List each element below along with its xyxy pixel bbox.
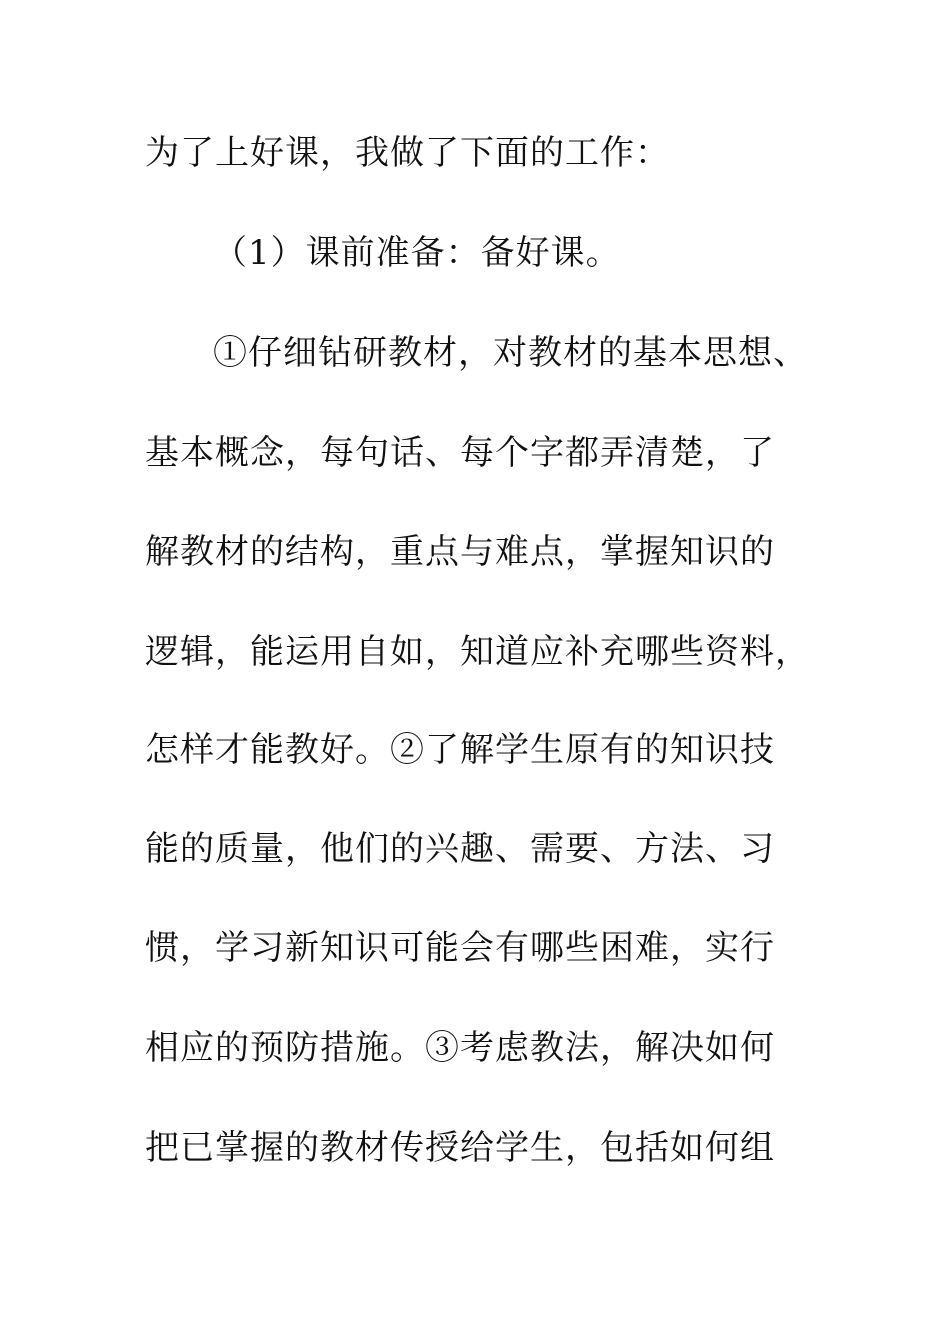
text-line-9: 惯，学习新知识可能会有哪些困难，实行 [145,928,775,968]
text-line-10: 相应的预防措施。③考虑教法，解决如何 [145,1028,775,1068]
text-line-11: 把已掌握的教材传授给学生，包括如何组 [145,1128,775,1168]
text-line-8: 能的质量，他们的兴趣、需要、方法、习 [145,829,775,869]
text-line-5: 解教材的结构，重点与难点，掌握知识的 [145,532,775,572]
text-line-1: 为了上好课，我做了下面的工作： [145,133,670,173]
text-line-2: （1）课前准备：备好课。 [213,233,621,273]
text-line-3: ①仔细钻研教材，对教材的基本思想、 [213,333,808,373]
text-line-4: 基本概念，每句话、每个字都弄清楚，了 [145,433,775,473]
text-line-6: 逻辑，能运用自如，知道应补充哪些资料， [145,632,810,672]
text-line-7: 怎样才能教好。②了解学生原有的知识技 [145,730,775,770]
